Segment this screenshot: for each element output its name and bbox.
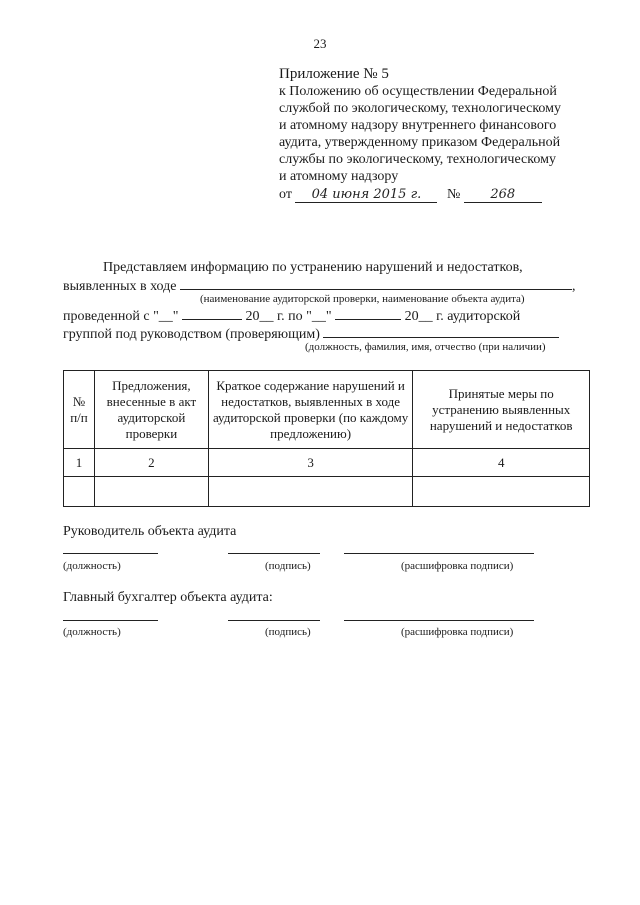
table-cell[interactable] <box>94 477 208 507</box>
intro-line-2-comma: , <box>571 279 576 294</box>
period-year-label: 20__ г. аудиторской <box>404 309 521 324</box>
appendix-header <box>279 66 561 185</box>
audit-name-field[interactable] <box>180 277 572 290</box>
period-from-month-field[interactable] <box>182 307 242 320</box>
decoding-line[interactable] <box>344 620 534 621</box>
appendix-line: и атомному надзору внутреннего финансового <box>279 118 557 133</box>
table-cell[interactable] <box>413 477 590 507</box>
column-number: 4 <box>413 449 590 477</box>
inspector-field[interactable] <box>323 325 559 338</box>
header-number: № п/п <box>64 371 95 449</box>
signature-line[interactable] <box>228 553 320 554</box>
page-number: 23 <box>313 36 327 51</box>
date-prefix: от <box>279 187 292 202</box>
header-measures: Принятые меры по устранению выявленных нарушений и недостатков <box>413 371 590 449</box>
position-caption: (должность) <box>63 626 121 638</box>
table-row <box>64 477 590 507</box>
table-cell[interactable] <box>64 477 95 507</box>
table-numbering-row <box>64 449 590 477</box>
handwritten-date: 04 июня 2015 г. <box>295 187 437 203</box>
appendix-line: службой по экологическому, технологическому <box>279 101 562 116</box>
order-date-line <box>279 187 542 203</box>
appendix-line: к Положению об осуществлении Федеральной <box>279 84 557 99</box>
period-to-month-field[interactable] <box>335 307 401 320</box>
appendix-line: аудита, утвержденному приказом Федеральной <box>279 135 561 150</box>
position-line[interactable] <box>63 553 158 554</box>
decoding-caption: (расшифровка подписи) <box>401 560 514 572</box>
chief-accountant-heading: Главный бухгалтер объекта аудита: <box>63 590 273 605</box>
signature-line[interactable] <box>228 620 320 621</box>
signature-caption: (подпись) <box>265 626 311 638</box>
head-of-audit-object-heading: Руководитель объекта аудита <box>63 524 237 539</box>
audit-group-label: группой под руководством (проверяющим) <box>63 327 320 342</box>
appendix-title: Приложение № 5 <box>279 66 389 82</box>
period-to-label: 20__ г. по "__" <box>245 309 332 324</box>
column-number: 2 <box>94 449 208 477</box>
intro-line-2-text: выявленных в ходе <box>63 279 177 294</box>
position-caption: (должность) <box>63 560 121 572</box>
handwritten-order-number: 268 <box>464 187 542 203</box>
period-from-label: проведенной с "__" <box>63 309 179 324</box>
table-cell[interactable] <box>208 477 413 507</box>
intro-line-1: Представляем информацию по устранению нарушений и недостатков, <box>103 260 523 275</box>
inspector-caption: (должность, фамилия, имя, отчество (при наличии) <box>305 341 546 353</box>
column-number: 1 <box>64 449 95 477</box>
decoding-caption: (расшифровка подписи) <box>401 626 514 638</box>
signature-caption: (подпись) <box>265 560 311 572</box>
table-header-row <box>64 371 590 449</box>
column-number: 3 <box>208 449 413 477</box>
appendix-line: службы по экологическому, технологическому <box>279 152 556 167</box>
number-label: № <box>446 187 461 202</box>
intro-line-3 <box>63 307 520 326</box>
position-line[interactable] <box>63 620 158 621</box>
audit-name-caption: (наименование аудиторской проверки, наименование объекта аудита) <box>200 293 525 305</box>
header-violations: Краткое содержание нарушений и недостатков, выявленных в ходе аудиторской проверки (по каждому предложению) <box>208 371 413 449</box>
header-proposals: Предложения, внесенные в акт аудиторской проверки <box>94 371 208 449</box>
decoding-line[interactable] <box>344 553 534 554</box>
appendix-line: и атомному надзору <box>279 169 399 184</box>
measures-table <box>63 370 590 507</box>
